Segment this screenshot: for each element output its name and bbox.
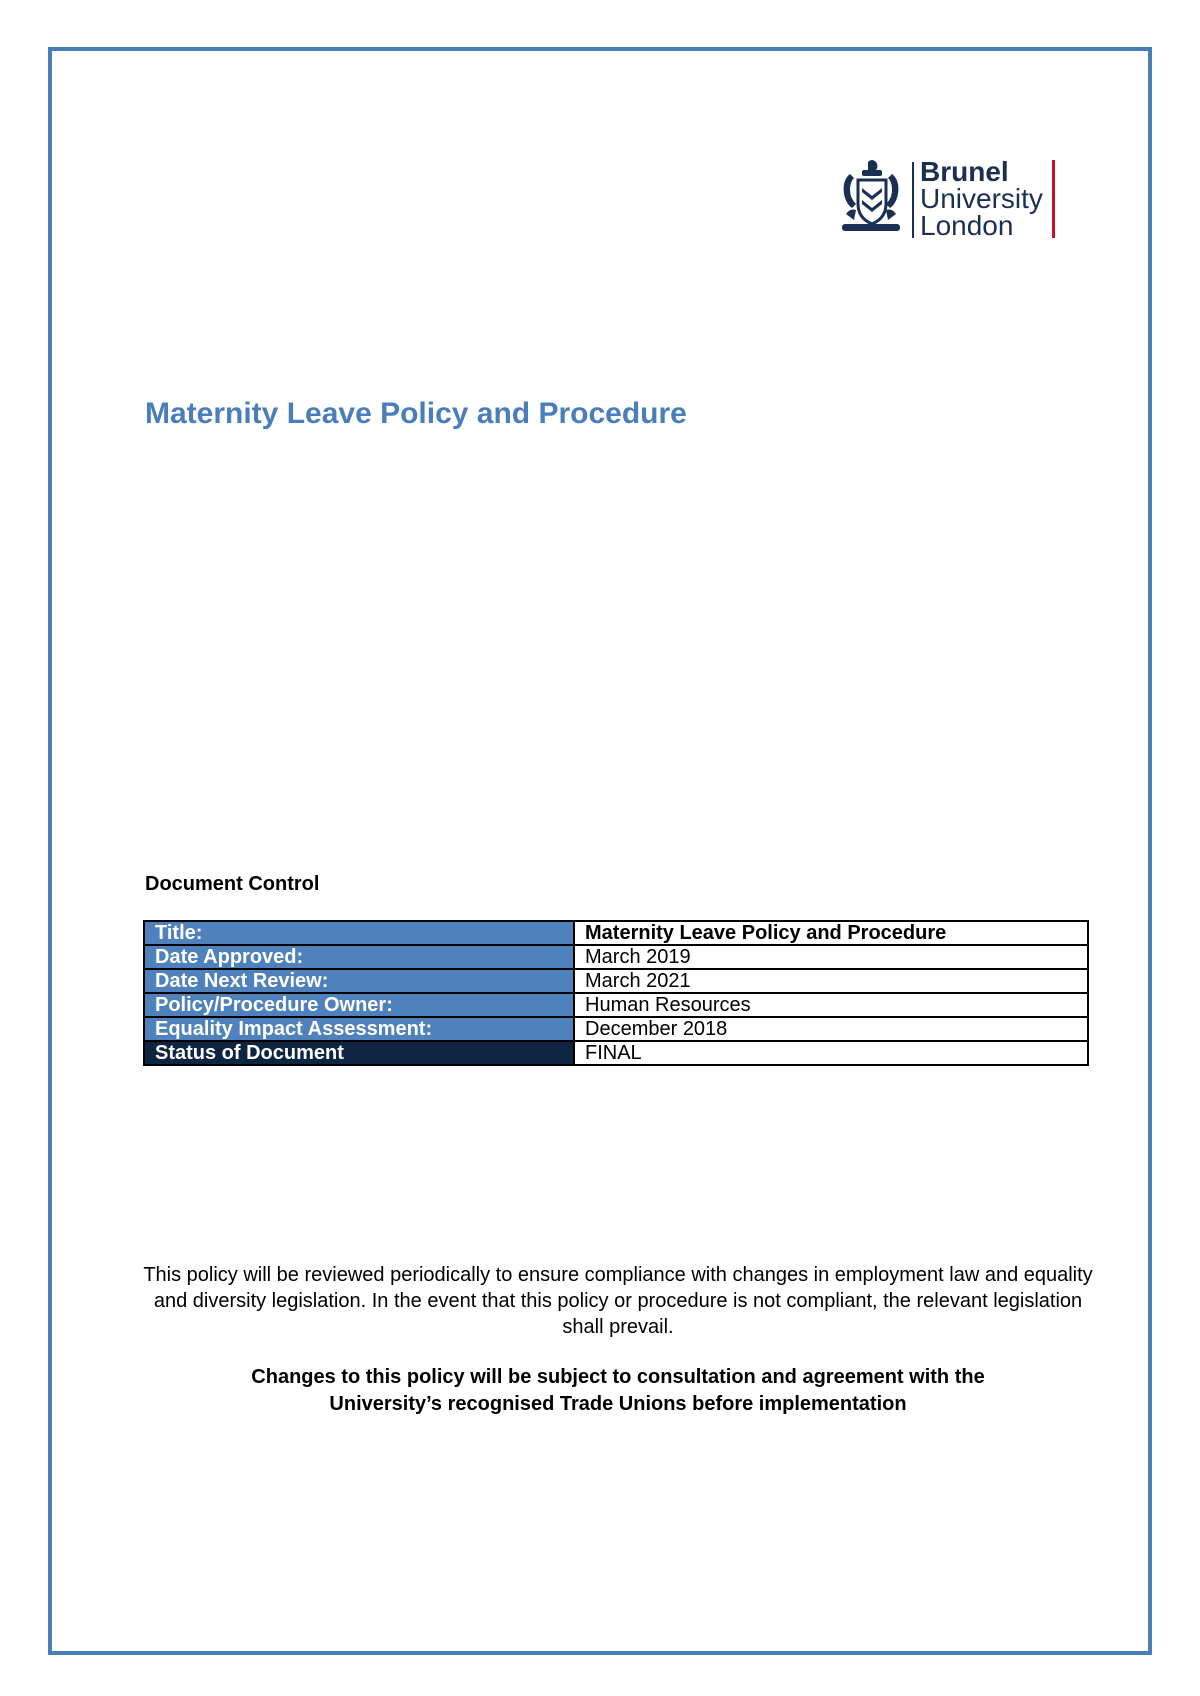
row-value-equality-impact: December 2018 <box>574 1017 1088 1041</box>
brunel-logo <box>832 158 1062 242</box>
row-label-title: Title: <box>144 921 574 945</box>
row-value-title: Maternity Leave Policy and Procedure <box>574 921 1088 945</box>
row-label-equality-impact: Equality Impact Assessment: <box>144 1017 574 1041</box>
document-title: Maternity Leave Policy and Procedure <box>145 397 687 430</box>
table-row <box>144 993 1088 1017</box>
row-value-date-next-review: March 2021 <box>574 969 1088 993</box>
changes-note-line-1: Changes to this policy will be subject to consultation and agreement with the <box>251 1366 985 1388</box>
logo-line-brunel: Brunel <box>920 156 1009 187</box>
changes-note-line-2: University’s recognised Trade Unions before implementation <box>329 1393 907 1415</box>
logo-divider-right <box>1052 160 1055 238</box>
document-control-heading: Document Control <box>145 873 320 895</box>
logo-wordmark <box>920 158 1043 239</box>
brunel-crest-icon <box>832 158 910 242</box>
table-row <box>144 945 1088 969</box>
row-value-owner: Human Resources <box>574 993 1088 1017</box>
row-label-owner: Policy/Procedure Owner: <box>144 993 574 1017</box>
changes-note <box>140 1364 1096 1418</box>
row-label-date-approved: Date Approved: <box>144 945 574 969</box>
document-control-table <box>143 920 1089 1066</box>
logo-divider-left <box>912 162 914 238</box>
row-value-date-approved: March 2019 <box>574 945 1088 969</box>
table-row <box>144 1017 1088 1041</box>
table-row <box>144 969 1088 993</box>
policy-review-note: This policy will be reviewed periodically to ensure compliance with changes in employment law and equality and diversity legislation. In the event that this policy or procedure is not compliant, the relevant legislation shall prevail. <box>143 1264 1093 1338</box>
row-value-status: FINAL <box>574 1041 1088 1065</box>
table-row <box>144 921 1088 945</box>
row-label-date-next-review: Date Next Review: <box>144 969 574 993</box>
logo-line-university: University <box>920 183 1043 214</box>
row-label-status: Status of Document <box>144 1041 574 1065</box>
logo-line-london: London <box>920 210 1014 241</box>
table-row <box>144 1041 1088 1065</box>
